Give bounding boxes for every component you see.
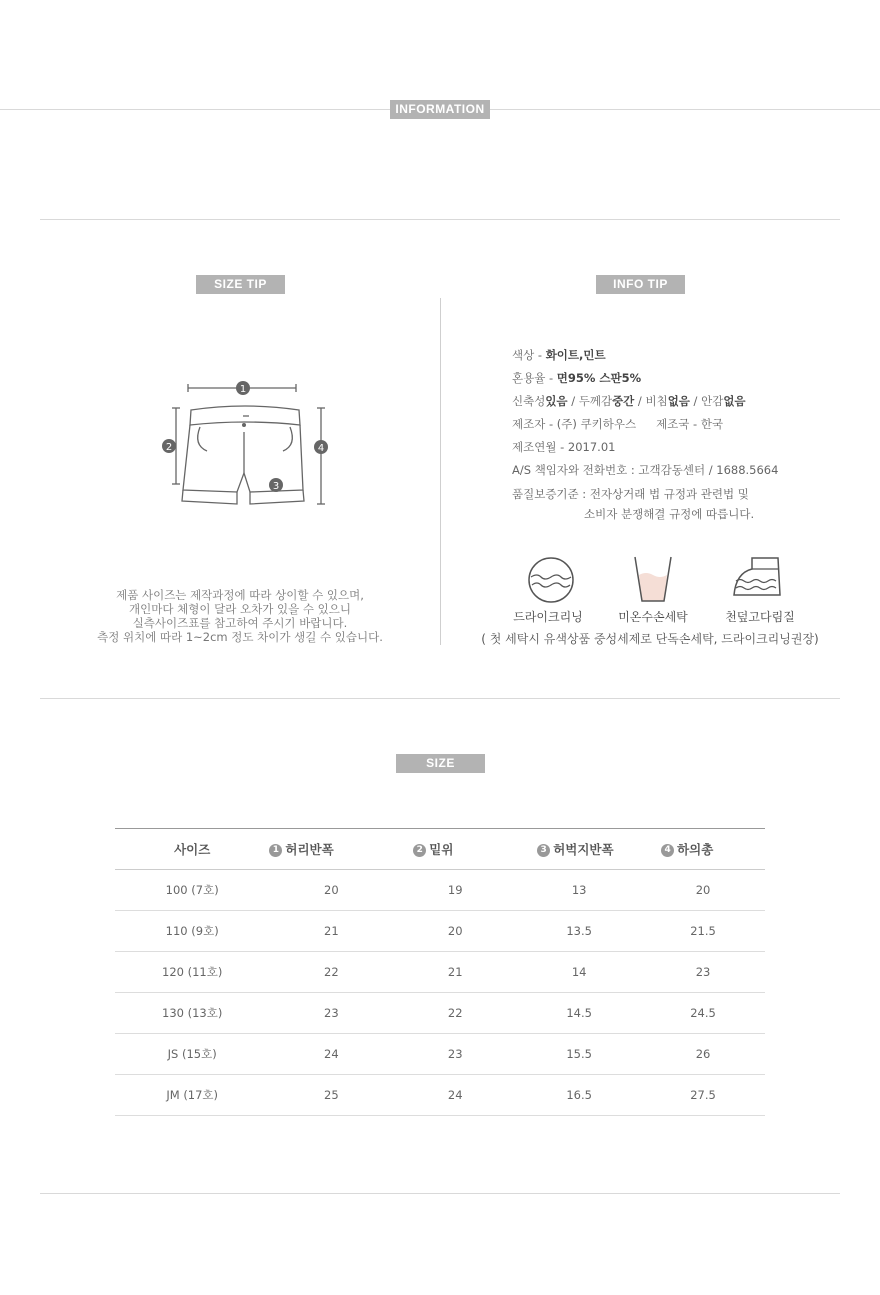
header-size: 사이즈 (115, 829, 269, 870)
cell-waist: 25 (269, 1075, 393, 1116)
shorts-diagram (155, 375, 335, 515)
cell-thigh: 14.5 (517, 993, 641, 1034)
cell-rise: 21 (393, 952, 517, 993)
header-length: 4 하의총 (641, 829, 765, 870)
table-row (115, 993, 765, 1034)
header-waist: 1 허리반폭 (269, 829, 393, 870)
care-iron: 천덮고다림질 (725, 610, 795, 624)
num-3-icon: 3 (537, 844, 550, 857)
cell-rise: 22 (393, 993, 517, 1034)
cell-thigh: 13 (517, 870, 641, 911)
marker-2-text: 2 (165, 442, 173, 453)
care-dry-cleaning: 드라이크리닝 (513, 610, 583, 624)
cell-length: 27.5 (641, 1075, 765, 1116)
marker-1-text: 1 (239, 384, 247, 395)
marker-3-text: 3 (272, 481, 280, 492)
cell-thigh: 13.5 (517, 911, 641, 952)
cell-thigh: 15.5 (517, 1034, 641, 1075)
size-note (40, 588, 440, 644)
cell-size: 120 (11호) (115, 952, 269, 993)
cell-waist: 22 (269, 952, 393, 993)
care-note: ( 첫 세탁시 유색상품 중성세제로 단독손세탁, 드라이크리닝권장) (481, 632, 819, 646)
size-note-line: 실측사이즈표를 참고하여 주시기 바랍니다. (132, 616, 348, 630)
info-maker: 제조자 - (주) 쿠키하우스 제조국 - 한국 (512, 417, 724, 431)
table-header-row (115, 829, 765, 870)
cell-size: 100 (7호) (115, 870, 269, 911)
cell-length: 20 (641, 870, 765, 911)
info-as: A/S 책임자와 전화번호 : 고객감동센터 / 1688.5664 (512, 463, 779, 477)
cell-length: 26 (641, 1034, 765, 1075)
info-properties: 신축성있음 / 두께감중간 / 비침없음 / 안감없음 (512, 394, 746, 408)
cell-length: 23 (641, 952, 765, 993)
information-label: INFORMATION (390, 100, 490, 119)
cell-waist: 24 (269, 1034, 393, 1075)
table-row (115, 952, 765, 993)
cell-size: JS (15호) (115, 1034, 269, 1075)
table-row (115, 1034, 765, 1075)
num-4-icon: 4 (661, 844, 674, 857)
cell-waist: 20 (269, 870, 393, 911)
cell-waist: 21 (269, 911, 393, 952)
cell-length: 24.5 (641, 993, 765, 1034)
column-divider (440, 298, 441, 645)
size-note-line: 측정 위치에 따라 1~2cm 정도 차이가 생길 수 있습니다. (97, 630, 383, 644)
cell-thigh: 16.5 (517, 1075, 641, 1116)
info-warranty-2: 소비자 분쟁해결 규정에 따릅니다. (584, 507, 755, 521)
cell-waist: 23 (269, 993, 393, 1034)
table-row (115, 1075, 765, 1116)
section-divider-1 (40, 219, 840, 220)
info-list (512, 344, 778, 524)
table-row (115, 911, 765, 952)
num-2-icon: 2 (413, 844, 426, 857)
section-divider-3 (40, 1193, 840, 1194)
header-thigh: 3 허벅지반폭 (517, 829, 641, 870)
size-table (115, 828, 765, 1116)
size-label: SIZE (396, 754, 485, 773)
marker-4-text: 4 (317, 443, 325, 454)
info-tip-label: INFO TIP (596, 275, 685, 294)
cell-rise: 23 (393, 1034, 517, 1075)
cell-size: JM (17호) (115, 1075, 269, 1116)
info-blend: 혼용율 - 면95% 스판5% (512, 371, 642, 385)
cell-rise: 19 (393, 870, 517, 911)
button-dot (242, 423, 246, 427)
cell-length: 21.5 (641, 911, 765, 952)
info-color: 색상 - 화이트,민트 (512, 348, 606, 362)
cell-rise: 20 (393, 911, 517, 952)
care-hand-wash: 미온수손세탁 (618, 610, 688, 624)
table-row (115, 870, 765, 911)
info-date: 제조연월 - 2017.01 (512, 440, 616, 454)
hand-wash-icon (630, 555, 676, 605)
cell-size: 110 (9호) (115, 911, 269, 952)
section-divider-2 (40, 698, 840, 699)
cell-rise: 24 (393, 1075, 517, 1116)
num-1-icon: 1 (269, 844, 282, 857)
size-tip-label: SIZE TIP (196, 275, 285, 294)
info-warranty: 품질보증기준 : 전자상거래 법 규정과 관련법 및 (512, 487, 749, 501)
cell-size: 130 (13호) (115, 993, 269, 1034)
size-note-line: 제품 사이즈는 제작과정에 따라 상이할 수 있으며, (116, 588, 364, 602)
header-rise: 2 밑위 (393, 829, 517, 870)
dry-cleaning-icon (526, 555, 576, 605)
size-note-line: 개인마다 체형이 달라 오차가 있을 수 있으니 (129, 602, 351, 616)
iron-icon (728, 555, 794, 605)
cell-thigh: 14 (517, 952, 641, 993)
